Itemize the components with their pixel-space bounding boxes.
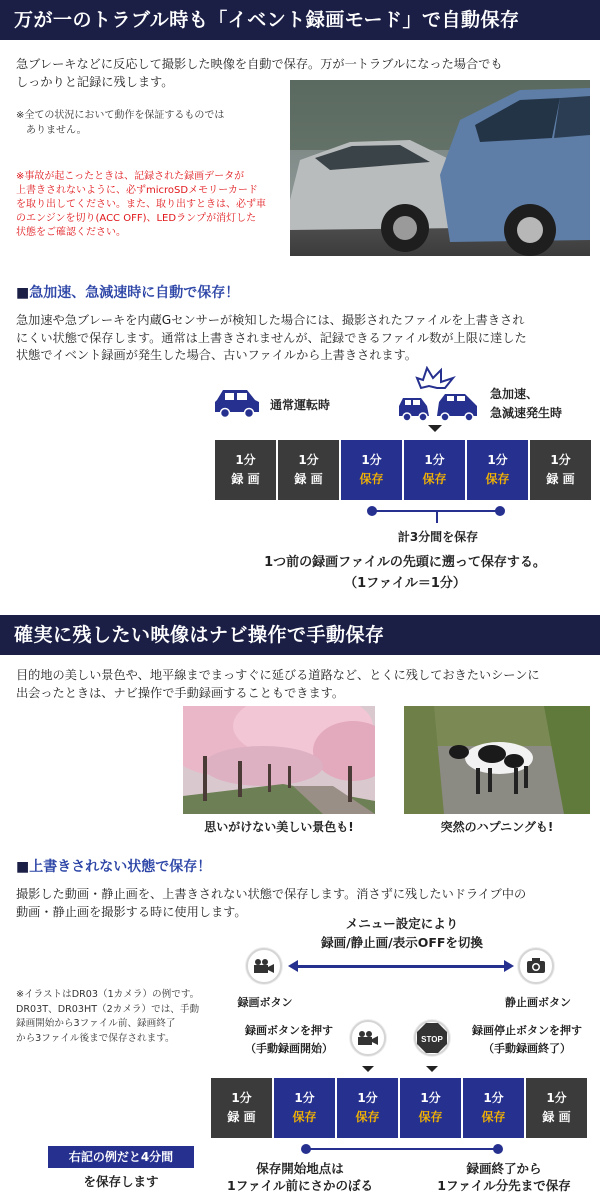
subsection2-note: ※イラストはDR03（1カメラ）の例です。 DR03T、DR03HT（2カメラ）では、手動 録画開始から3ファイル前、録画終了 から3ファイル後まで保存されます。 (16, 989, 200, 1044)
timeline-box-saved: 1分 保存 (467, 440, 528, 500)
timeline-box: 1分 録 画 (215, 440, 276, 500)
photo1-caption: 思いがけない美しい景色も! (204, 820, 354, 834)
section1-header (0, 0, 600, 40)
timeline-box-saved: 1分 保存 (341, 440, 402, 500)
photo2-caption: 突然のハプニングも! (440, 820, 554, 834)
stop-icon (414, 1020, 450, 1056)
section2-body: 目的地の美しい景色や、地平線までまっすぐに延びる道路など、とくに残しておきたいシーンに 出会ったときは、ナビ操作で手動録画することもできます。 (16, 668, 540, 700)
section2-title: 確実に残したい映像はナビ操作で手動保存 (14, 624, 385, 646)
subsection1-heading: ■急加速、急減速時に自動で保存！ (16, 285, 240, 301)
menu-setting-label: メニュー設定により 録画/静止画/表示OFFを切換 (321, 916, 483, 950)
range-tick (436, 511, 438, 523)
range-dot (493, 1144, 503, 1154)
switch-arrow-line (296, 965, 506, 968)
section1-note: ※全ての状況において動作を保証するものでは ありません。 (16, 110, 225, 136)
down-arrow-icon (426, 1066, 438, 1072)
timeline-box-saved: 1分 保存 (463, 1078, 524, 1138)
still-button-label: 静止画ボタン (505, 996, 571, 1009)
example-badge: 右記の例だと4分間 (48, 1146, 194, 1168)
range-dot (495, 506, 505, 516)
down-arrow-icon (428, 425, 442, 432)
subsection1-body: 急加速や急ブレーキを内蔵Gセンサーが検知した場合には、撮影されたファイルを上書きされ にくい状態で保存します。通常は上書きされませんが、記録できるファイル数が上限に達した 状態でイベント録画が発生した場合、古いファイルから上書きされます。 (16, 313, 527, 362)
car-icon (213, 388, 261, 422)
record-button-icon (246, 948, 282, 984)
record-start-icon (350, 1020, 386, 1056)
arrow-right-icon (504, 960, 514, 972)
subsection2-body: 撮影した動画・静止画を、上書きされない状態で保存します。消さずに残したいドライブ中の 動画・静止画を撮影する時に使用します。 (16, 887, 527, 919)
save-range-line (306, 1148, 498, 1150)
timeline-box-saved: 1分 保存 (337, 1078, 398, 1138)
press-stop-label: 録画停止ボタンを押す （手動録画終了） (472, 1024, 582, 1055)
range-dot (301, 1144, 311, 1154)
timeline-box-saved: 1分 保存 (274, 1078, 335, 1138)
timeline-box: 1分 録 画 (278, 440, 339, 500)
section1-intro: 急ブレーキなどに反応して撮影した映像を自動で保存。万が一トラブルになった場合でも しっかりと記録に残します。 (16, 57, 503, 89)
timeline-box-saved: 1分 保存 (404, 440, 465, 500)
total-saved-label: 計3分間を保存 (397, 530, 479, 544)
example-text: を保存します (83, 1174, 159, 1189)
subsection2-heading: ■上書きされない状態で保存！ (16, 859, 212, 875)
timeline-caption: 1つ前の録画ファイルの先頭に遡って保存する。 （1ファイル＝1分） (264, 555, 546, 591)
end-caption: 録画終了から 1ファイル分先まで保存 (437, 1161, 571, 1193)
cherry-blossom-photo (183, 706, 375, 814)
down-arrow-icon (362, 1066, 374, 1072)
timeline-box: 1分 録 画 (211, 1078, 272, 1138)
collision-icon (397, 366, 483, 426)
car-crash-photo (290, 80, 590, 256)
section1-warning: ※事故が起こったときは、記録された録画データが 上書きされないように、必ずmicroSDメモリーカード を取り出してください。また、取り出すときは、必ず車 のエンジンを切り(ACC OFF)、LEDランプが消灯した 状態をご確認ください。 (16, 171, 266, 238)
arrow-left-icon (288, 960, 298, 972)
press-record-label: 録画ボタンを押す （手動録画開始） (245, 1024, 333, 1055)
timeline-box: 1分 録 画 (526, 1078, 587, 1138)
record-button-label: 録画ボタン (237, 996, 293, 1009)
recording-timeline-2 (211, 1078, 589, 1138)
start-caption: 保存開始地点は 1ファイル前にさかのぼる (227, 1161, 373, 1193)
camera-button-icon (518, 948, 554, 984)
timeline-box-saved: 1分 保存 (400, 1078, 461, 1138)
cow-crossing-photo (404, 706, 590, 814)
stop-icon-text: STOP (421, 1035, 443, 1044)
normal-driving-label: 通常運転時 (270, 398, 331, 412)
recording-timeline-1 (215, 440, 593, 500)
section1-title: 万が一のトラブル時も「イベント録画モード」で自動保存 (14, 9, 520, 31)
event-label: 急加速、 急減速発生時 (490, 387, 563, 420)
timeline-box: 1分 録 画 (530, 440, 591, 500)
range-dot (367, 506, 377, 516)
section2-header (0, 615, 600, 655)
